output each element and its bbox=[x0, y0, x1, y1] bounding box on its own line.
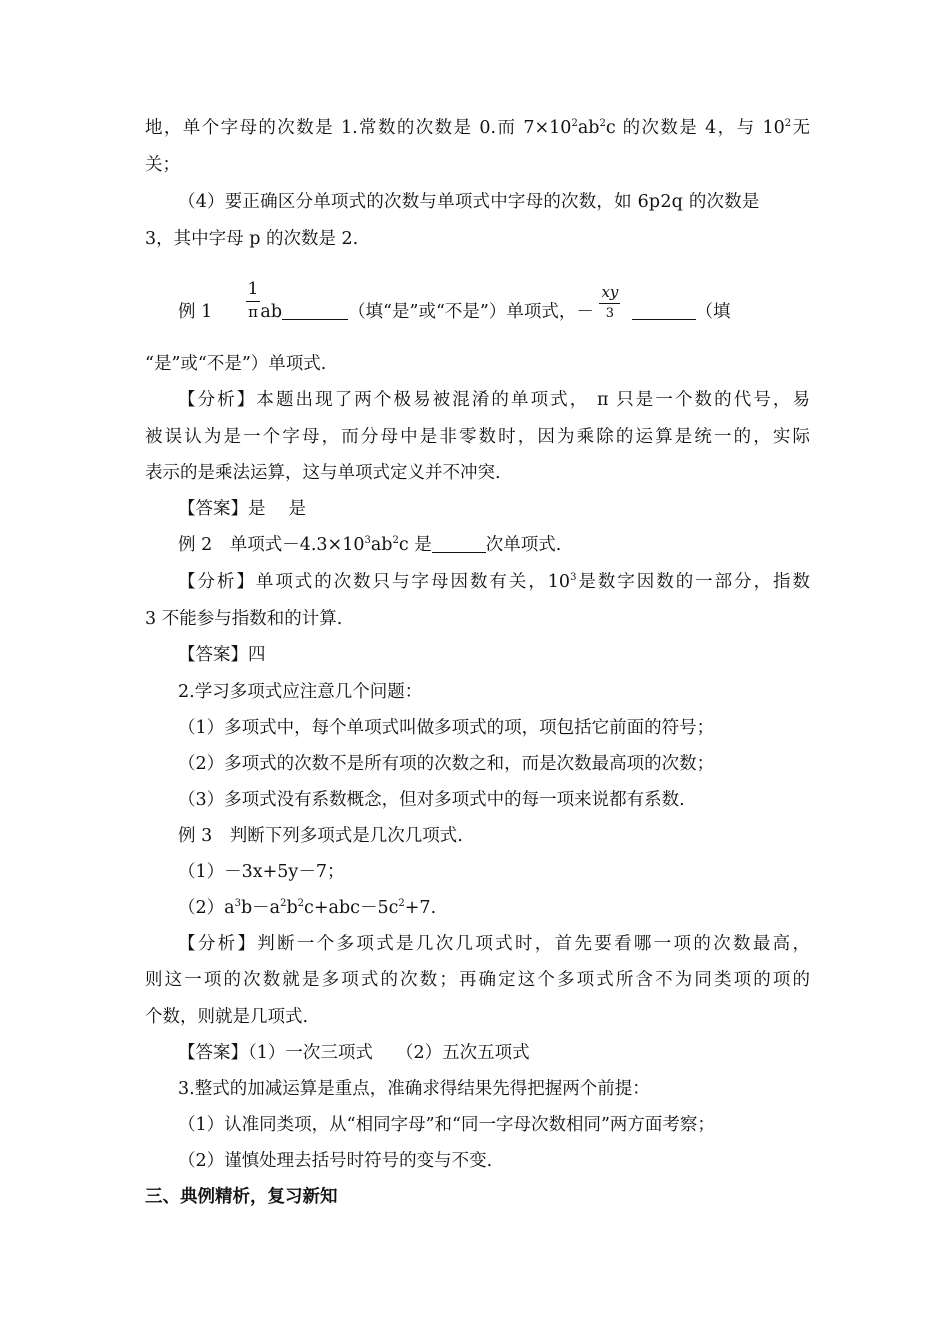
example3-item-2: $(2)a^3b-a^2b^2c+abc-5c^2+7$. bbox=[178, 898, 437, 918]
section-heading-3: 三、典例精析，复习新知 bbox=[145, 1187, 338, 1207]
example3-item-1: （1）－3x+5y－7； bbox=[178, 862, 345, 882]
fraction-one-over-pi: $\frac{1}{\pi}$ bbox=[247, 279, 259, 321]
analysis3-line1: 【分析】判断一个多项式是几次几项式时，首先要看哪一项的次数最高， bbox=[178, 934, 810, 954]
section3-item-2: （2）谨慎处理去括号时符号的变与不变. bbox=[178, 1151, 493, 1171]
answer2: 【答案】四 bbox=[178, 645, 266, 665]
analysis2-line1: 【分析】单项式的次数只与字母因数有关，$10^3$是数字因数的一部分，指数 bbox=[178, 572, 810, 592]
fraction-xy-over-3: $\frac{xy}{3}$ bbox=[601, 283, 619, 321]
para1-line2: 关； bbox=[145, 155, 180, 175]
answer1: 【答案】是 是 bbox=[178, 499, 307, 519]
analysis3-line3: 个数，则就是几项式. bbox=[145, 1007, 309, 1027]
analysis2-line2: 3 不能参与指数和的计算. bbox=[145, 609, 343, 629]
para2-line1: （4）要正确区分单项式的次数与单项式中字母的次数，如 6p2q 的次数是 bbox=[178, 192, 760, 212]
para2-line2: 3，其中字母 p 的次数是 2. bbox=[145, 229, 359, 249]
analysis1-line1: 【分析】本题出现了两个极易被混淆的单项式， π 只是一个数的代号，易 bbox=[178, 390, 810, 410]
answer-blank-2 bbox=[632, 301, 696, 320]
section2-item-2: （2）多项式的次数不是所有项的次数之和，而是次数最高项的次数； bbox=[178, 754, 715, 774]
para1-line1: 地，单个字母的次数是 1.常数的次数是 0.而 $7\times 10^2ab^2c$ 的次数是 4，与 $10^2$无 bbox=[145, 118, 810, 138]
analysis3-line2: 则这一项的次数就是多项式的次数；再确定这个多项式所含不为同类项的项的 bbox=[145, 970, 810, 990]
example2: 例 2 单项式$-4.3\times 10^3ab^2c$ 是 次单项式. bbox=[178, 535, 562, 555]
analysis1-line3: 表示的是乘法运算，这与单项式定义并不冲突. bbox=[145, 463, 501, 483]
answer-blank-1 bbox=[282, 301, 348, 320]
section2-item-1: （1）多项式中，每个单项式叫做多项式的项，项包括它前面的符号； bbox=[178, 718, 715, 738]
example1-label: 例 1 bbox=[178, 302, 213, 322]
section2-item-3: （3）多项式没有系数概念，但对多项式中的每一项来说都有系数. bbox=[178, 790, 685, 810]
section2-title: 2.学习多项式应注意几个问题： bbox=[178, 682, 423, 702]
answer-blank-3 bbox=[432, 534, 486, 553]
answer3: 【答案】（1）一次三项式 （2）五次五项式 bbox=[178, 1043, 530, 1063]
section3-item-1: （1）认准同类项，从“相同字母”和“同一字母次数相同”两方面考察； bbox=[178, 1115, 715, 1135]
example1-line1: 例 1 $\frac{1}{\pi}$ ab （填“是”或“不是”）单项式，－ $\frac{xy}{3}$ （填 bbox=[178, 279, 731, 322]
example3-title: 例 3 判断下列多项式是几次几项式. bbox=[178, 826, 463, 846]
example1-line2: “是”或“不是”）单项式. bbox=[145, 354, 327, 374]
section3-title: 3.整式的加减运算是重点，准确求得结果先得把握两个前提： bbox=[178, 1079, 650, 1099]
analysis1-line2: 被误认为是一个字母，而分母中是非零数时，因为乘除的运算是统一的，实际 bbox=[145, 427, 810, 447]
